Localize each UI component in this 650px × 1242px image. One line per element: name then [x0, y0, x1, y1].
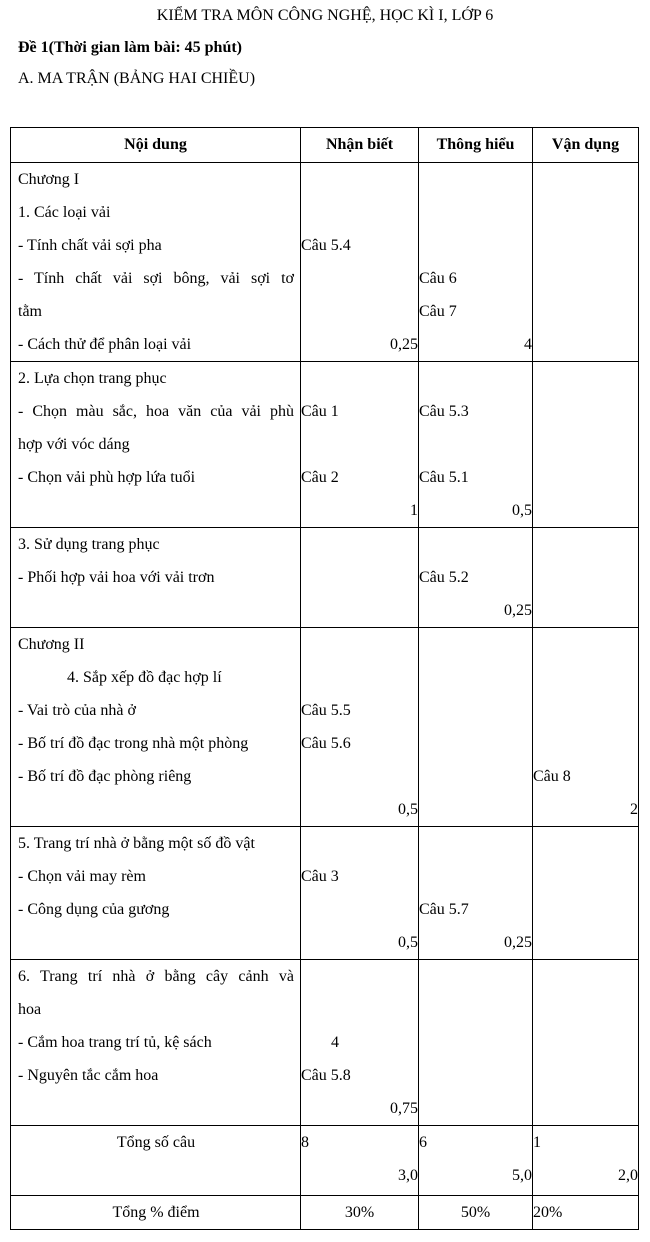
content-line: - Cách thử để phân loại vải [18, 336, 192, 353]
question-ref: Câu 7 [419, 303, 457, 320]
total-thong-hieu [419, 1126, 533, 1196]
question-ref: Câu 5.5 [301, 702, 351, 719]
table-row [11, 163, 639, 362]
total-nhan-biet [301, 1126, 419, 1196]
score-value: 2 [630, 801, 638, 818]
van-dung-cell [533, 827, 639, 960]
question-ref: Câu 2 [301, 469, 339, 486]
nhan-biet-cell [301, 362, 419, 528]
score-value: 0,5 [398, 934, 418, 951]
nhan-biet-cell [301, 827, 419, 960]
content-line: - Vai trò của nhà ở [18, 702, 136, 719]
table-row [11, 628, 639, 827]
question-ref: Câu 5.2 [419, 569, 469, 586]
score-value: 0,25 [504, 934, 532, 951]
matrix-table [10, 127, 639, 1230]
question-ref: Câu 6 [419, 270, 457, 287]
van-dung-cell [533, 960, 639, 1126]
content-line: Chương I [18, 171, 80, 188]
question-ref: Câu 5.8 [301, 1067, 351, 1084]
question-ref: Câu 3 [301, 868, 339, 885]
nhan-biet-cell [301, 628, 419, 827]
content-line: hợp với vóc dáng [18, 436, 130, 453]
content-line: - Bố trí đồ đạc phòng riêng [18, 768, 192, 785]
total-van-dung [533, 1126, 639, 1196]
question-count: 1 [533, 1134, 541, 1151]
question-ref: Câu 5.4 [301, 237, 351, 254]
thong-hieu-cell [419, 163, 533, 362]
content-line: - Công dụng của gương [18, 901, 170, 918]
score-value: 2,0 [618, 1167, 638, 1184]
table-row [11, 362, 639, 528]
total-percent-row [11, 1196, 639, 1230]
header-thong-hieu: Thông hiểu [419, 128, 533, 163]
thong-hieu-cell [419, 960, 533, 1126]
percent-thong-hieu: 50% [419, 1196, 533, 1230]
content-line: - Cắm hoa trang trí tủ, kệ sách [18, 1034, 212, 1051]
content-cell [11, 528, 301, 628]
header-nhan-biet: Nhận biết [301, 128, 419, 163]
content-line: 1. Các loại vải [18, 204, 111, 221]
thong-hieu-cell [419, 362, 533, 528]
van-dung-cell [533, 528, 639, 628]
score-value: 0,75 [390, 1100, 418, 1117]
question-count: 8 [301, 1134, 309, 1151]
question-ref: Câu 5.6 [301, 735, 351, 752]
content-cell [11, 628, 301, 827]
content-line: - Tính chất vải sợi pha [18, 237, 162, 254]
percent-van-dung: 20% [533, 1196, 639, 1230]
question-count: 4 [331, 1034, 339, 1051]
content-line: 2. Lựa chọn trang phục [18, 370, 167, 387]
van-dung-cell [533, 362, 639, 528]
content-cell [11, 163, 301, 362]
score-value: 1 [410, 502, 418, 519]
content-line: - Chọn vải phù hợp lứa tuổi [18, 469, 196, 486]
content-line: - Tính chất vải sợi bông, vải sợi tơ [18, 270, 294, 287]
content-line: - Nguyên tắc cắm hoa [18, 1067, 159, 1084]
van-dung-cell [533, 628, 639, 827]
question-count: 6 [419, 1134, 427, 1151]
content-line: tằm [18, 303, 42, 320]
score-value: 0,5 [398, 801, 418, 818]
content-line: 5. Trang trí nhà ở bằng một số đồ vật [18, 835, 255, 852]
thong-hieu-cell [419, 827, 533, 960]
content-line: 6. Trang trí nhà ở bằng cây cảnh và [18, 968, 294, 985]
question-ref: Câu 1 [301, 403, 339, 420]
thong-hieu-cell [419, 528, 533, 628]
total-percent-label: Tổng % điểm [11, 1196, 301, 1230]
table-header-row [11, 128, 639, 163]
content-line: hoa [18, 1001, 42, 1018]
total-questions-label: Tổng số câu [11, 1126, 301, 1196]
header-noi-dung: Nội dung [11, 128, 301, 163]
nhan-biet-cell [301, 528, 419, 628]
table-row [11, 528, 639, 628]
thong-hieu-cell [419, 628, 533, 827]
van-dung-cell [533, 163, 639, 362]
question-ref: Câu 5.3 [419, 403, 469, 420]
score-value: 3,0 [398, 1167, 418, 1184]
question-ref: Câu 8 [533, 768, 571, 785]
content-line: - Bố trí đồ đạc trong nhà một phòng [18, 735, 249, 752]
percent-nhan-biet: 30% [301, 1196, 419, 1230]
score-value: 5,0 [512, 1167, 532, 1184]
table-row [11, 960, 639, 1126]
score-value: 0,25 [504, 602, 532, 619]
content-cell [11, 362, 301, 528]
table-row [11, 827, 639, 960]
content-cell [11, 960, 301, 1126]
nhan-biet-cell [301, 960, 419, 1126]
nhan-biet-cell [301, 163, 419, 362]
total-questions-row [11, 1126, 639, 1196]
exam-subtitle: Đề 1(Thời gian làm bài: 45 phút) [18, 39, 242, 56]
exam-title: KIỂM TRA MÔN CÔNG NGHỆ, HỌC KÌ I, LỚP 6 [156, 7, 494, 24]
content-line: 3. Sử dụng trang phục [18, 536, 160, 553]
content-line: - Chọn màu sắc, hoa văn của vải phù [18, 403, 294, 420]
content-line: 4. Sắp xếp đồ đạc hợp lí [67, 669, 222, 686]
score-value: 0,25 [390, 336, 418, 353]
content-line: Chương II [18, 636, 85, 653]
question-ref: Câu 5.1 [419, 469, 469, 486]
question-ref: Câu 5.7 [419, 901, 469, 918]
content-line: - Phối hợp vải hoa với vải trơn [18, 569, 215, 586]
score-value: 4 [524, 336, 532, 353]
header-van-dung: Vận dụng [533, 128, 639, 163]
content-line: - Chọn vải may rèm [18, 868, 146, 885]
score-value: 0,5 [512, 502, 532, 519]
section-title: A. MA TRẬN (BẢNG HAI CHIỀU) [18, 70, 256, 87]
content-cell [11, 827, 301, 960]
